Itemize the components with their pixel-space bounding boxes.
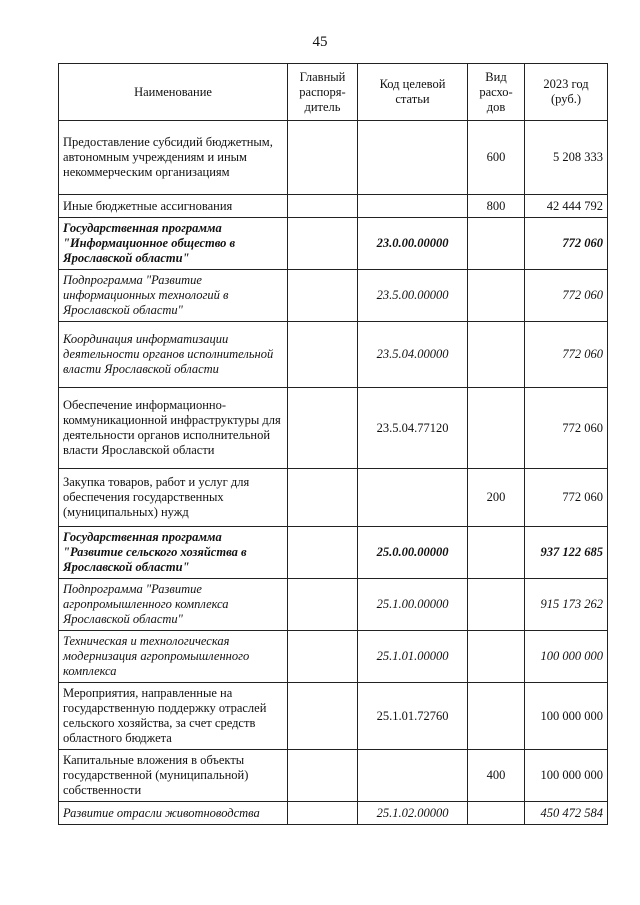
row-amount: 772 060 [525, 322, 608, 388]
table-row [59, 388, 608, 469]
row-name: Техническая и технологическая модернизация агропромышленного комплекса [59, 631, 288, 683]
table-row [59, 218, 608, 270]
header-code: Код целевой статьи [358, 64, 468, 121]
row-vid [468, 683, 525, 750]
table-row [59, 469, 608, 527]
row-amount: 100 000 000 [525, 683, 608, 750]
budget-table [58, 63, 608, 825]
row-name: Закупка товаров, работ и услуг для обеспечения государственных (муниципальных) нужд [59, 469, 288, 527]
row-amount: 450 472 584 [525, 802, 608, 825]
row-amount: 915 173 262 [525, 579, 608, 631]
row-name: Государственная программа "Информационное общество в Ярославской области" [59, 218, 288, 270]
row-vid: 400 [468, 750, 525, 802]
row-amount: 772 060 [525, 388, 608, 469]
table-row [59, 750, 608, 802]
row-amount: 937 122 685 [525, 527, 608, 579]
table-row [59, 802, 608, 825]
row-vid [468, 388, 525, 469]
row-code: 23.5.04.00000 [358, 322, 468, 388]
row-name: Государственная программа "Развитие сельского хозяйства в Ярославской области" [59, 527, 288, 579]
row-amount: 772 060 [525, 270, 608, 322]
row-code: 23.5.00.00000 [358, 270, 468, 322]
header-glav: Главный распоря-дитель [288, 64, 358, 121]
row-glav [288, 683, 358, 750]
row-name: Иные бюджетные ассигнования [59, 195, 288, 218]
row-name: Обеспечение информационно-коммуникационной инфраструктуры для деятельности органов исполнительной власти Ярославской области [59, 388, 288, 469]
row-name: Подпрограмма "Развитие информационных технологий в Ярославской области" [59, 270, 288, 322]
row-glav [288, 218, 358, 270]
row-code: 25.1.02.00000 [358, 802, 468, 825]
row-amount: 772 060 [525, 218, 608, 270]
row-glav [288, 270, 358, 322]
row-glav [288, 195, 358, 218]
row-name: Подпрограмма "Развитие агропромышленного комплекса Ярославской области" [59, 579, 288, 631]
header-name: Наименование [59, 64, 288, 121]
row-name: Развитие отрасли животноводства [59, 802, 288, 825]
table-row [59, 121, 608, 195]
row-vid: 600 [468, 121, 525, 195]
row-amount: 100 000 000 [525, 631, 608, 683]
row-amount: 100 000 000 [525, 750, 608, 802]
header-amount: 2023 год (руб.) [525, 64, 608, 121]
row-vid [468, 322, 525, 388]
row-name: Предоставление субсидий бюджетным, автономным учреждениям и иным некоммерческим организациям [59, 121, 288, 195]
row-name: Капитальные вложения в объекты государственной (муниципальной) собственности [59, 750, 288, 802]
row-glav [288, 750, 358, 802]
row-glav [288, 469, 358, 527]
row-code [358, 469, 468, 527]
table-header-row [59, 64, 608, 121]
row-glav [288, 579, 358, 631]
row-vid [468, 218, 525, 270]
row-name: Мероприятия, направленные на государственную поддержку отраслей сельского хозяйства, за счет средств областного бюджета [59, 683, 288, 750]
row-vid: 200 [468, 469, 525, 527]
row-amount: 772 060 [525, 469, 608, 527]
row-code [358, 121, 468, 195]
row-code: 25.1.01.72760 [358, 683, 468, 750]
table-row [59, 270, 608, 322]
row-name: Координация информатизации деятельности органов исполнительной власти Ярославской области [59, 322, 288, 388]
row-glav [288, 121, 358, 195]
row-glav [288, 527, 358, 579]
row-vid [468, 527, 525, 579]
table-row [59, 322, 608, 388]
row-amount: 42 444 792 [525, 195, 608, 218]
row-vid [468, 631, 525, 683]
table-row [59, 579, 608, 631]
row-code: 23.0.00.00000 [358, 218, 468, 270]
row-amount: 5 208 333 [525, 121, 608, 195]
row-code: 25.1.01.00000 [358, 631, 468, 683]
page-number: 45 [312, 34, 328, 50]
row-code [358, 750, 468, 802]
row-code [358, 195, 468, 218]
row-vid: 800 [468, 195, 525, 218]
table-row [59, 683, 608, 750]
row-code: 25.1.00.00000 [358, 579, 468, 631]
table-row [59, 631, 608, 683]
row-glav [288, 802, 358, 825]
row-code: 25.0.00.00000 [358, 527, 468, 579]
table-row [59, 527, 608, 579]
row-code: 23.5.04.77120 [358, 388, 468, 469]
row-vid [468, 802, 525, 825]
table-body [59, 121, 608, 825]
row-vid [468, 579, 525, 631]
header-vid: Вид расхо-дов [468, 64, 525, 121]
row-glav [288, 322, 358, 388]
row-glav [288, 388, 358, 469]
row-vid [468, 270, 525, 322]
table-row [59, 195, 608, 218]
row-glav [288, 631, 358, 683]
